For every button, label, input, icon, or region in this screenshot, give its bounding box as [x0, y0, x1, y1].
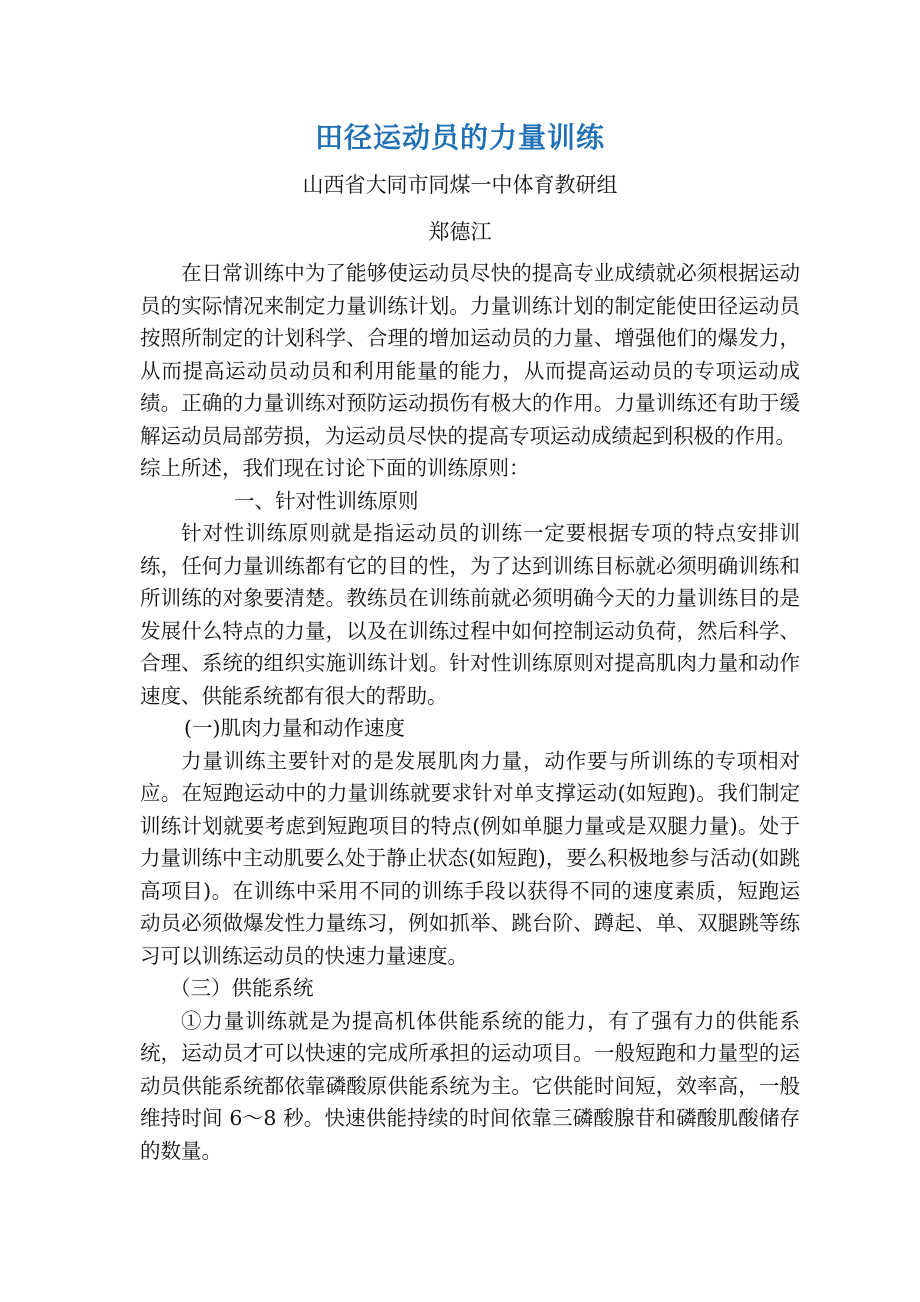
paragraph-intro: 在日常训练中为了能够使运动员尽快的提高专业成绩就必须根据运动员的实际情况来制定力量训练计划。力量训练计划的制定能使田径运动员按照所制定的计划科学、合理的增加运动员的力量、增强他们的爆发力，从而提高运动员动员和利用能量的能力，从而提高运动员的专项运动成绩。正确的力量训练对预防运动损伤有极大的作用。力量训练还有助于缓解运动员局部劳损，为运动员尽快的提高专项运动成绩起到积极的作用。 [140, 261, 800, 448]
paragraph-summary: 综上所述，我们现在讨论下面的训练原则： [140, 456, 530, 480]
subsection-heading-muscle-strength: (一)肌肉力量和动作速度 [184, 716, 405, 740]
subsection-heading-energy-system: （三）供能系统 [170, 976, 314, 1000]
section-heading-targeted-principle: 一、针对性训练原则 [234, 488, 419, 513]
document-author: 郑德江 [428, 220, 492, 244]
document-subtitle: 山西省大同市同煤一中体育教研组 [302, 173, 618, 197]
paragraph-energy-system: ①力量训练就是为提高机体供能系统的能力，有了强有力的供能系统，运动员才可以快速的完成所承担的运动项目。一般短跑和力量型的运动员供能系统都依靠磷酸原供能系统为主。它供能时间短，效率高，一般维持时间 6～8 秒。快速供能持续的时间依靠三磷酸腺苷和磷酸肌酸储存的数量。 [140, 1008, 800, 1163]
paragraph-targeted-principle: 针对性训练原则就是指运动员的训练一定要根据专项的特点安排训练，任何力量训练都有它的目的性，为了达到训练目标就必须明确训练和所训练的对象要清楚。教练员在训练前就必须明确今天的力量训练目的是发展什么特点的力量，以及在训练过程中如何控制运动负荷，然后科学、合理、系统的组织实施训练计划。针对性训练原则对提高肌肉力量和动作速度、供能系统都有很大的帮助。 [140, 521, 800, 708]
paragraph-muscle-strength: 力量训练主要针对的是发展肌肉力量，动作要与所训练的专项相对应。在短跑运动中的力量训练就要求针对单支撑运动(如短跑)。我们制定训练计划就要考虑到短跑项目的特点(例如单腿力量或是双腿力量)。处于力量训练中主动肌要么处于静止状态(如短跑)，要么积极地参与活动(如跳高项目)。在训练中采用不同的训练手段以获得不同的速度素质，短跑运动员必须做爆发性力量练习，例如抓举、跳台阶、蹲起、单、双腿跳等练习可以训练运动员的快速力量速度。 [140, 748, 800, 968]
document-body [140, 257, 800, 1167]
document-title: 田径运动员的力量训练 [314, 121, 605, 154]
